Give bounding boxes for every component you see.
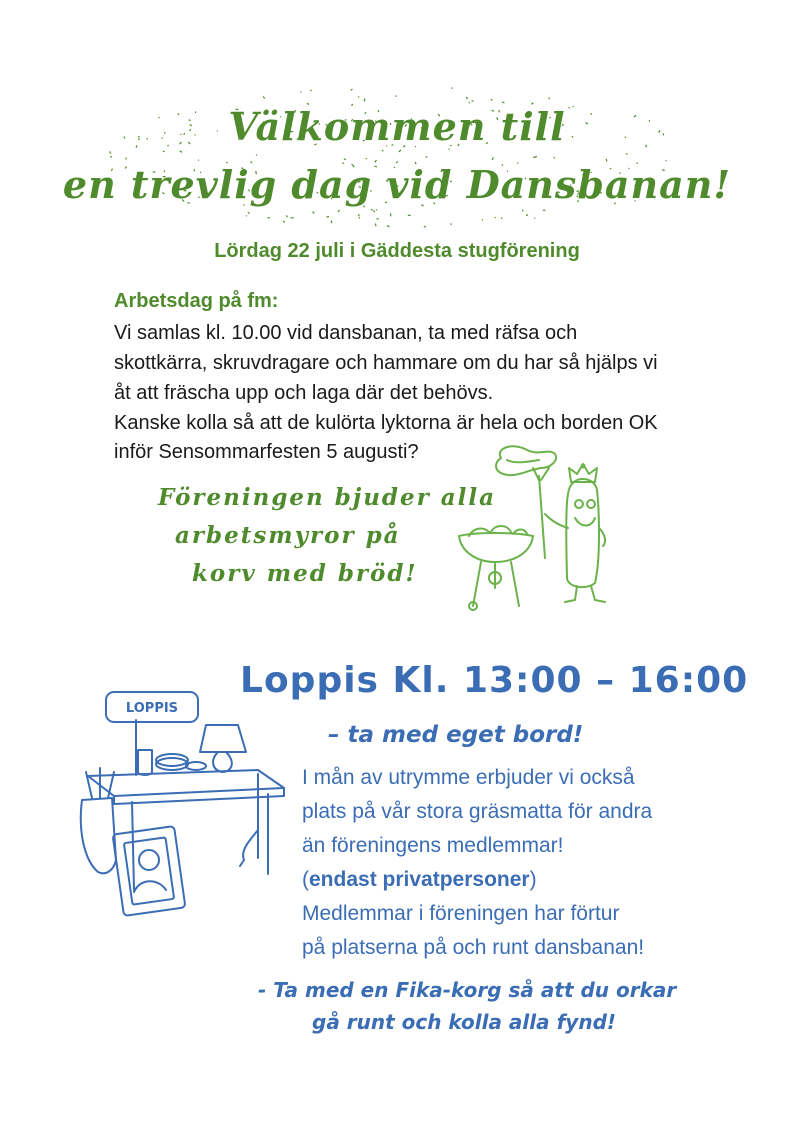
workday-line: skottkärra, skruvdragare och hammare om du har så hjälps vi — [114, 352, 658, 374]
speckle — [424, 226, 427, 228]
private-persons-note — [302, 868, 537, 892]
speckle — [358, 214, 359, 216]
workday-line: Kanske kolla så att de kulörta lyktorna är hela och borden OK — [114, 412, 658, 434]
workday-heading: Arbetsdag på fm: — [114, 290, 279, 312]
speckle — [344, 158, 347, 160]
offer-line: arbetsmyror på — [175, 522, 401, 549]
speckle — [179, 150, 182, 153]
speckle — [494, 217, 496, 219]
flea-market-line: på platserna på och runt dansbanan! — [302, 936, 645, 959]
speckle — [125, 157, 126, 159]
speckle — [283, 221, 286, 223]
speckle — [256, 154, 257, 155]
paren-open: ( — [302, 868, 309, 891]
speckle — [522, 210, 524, 212]
flea-market-line: plats på vår stora gräsmatta för andra — [302, 800, 653, 823]
speckle — [263, 96, 266, 99]
speckle — [364, 98, 366, 101]
sausage-mascot-icon — [455, 438, 625, 618]
speckle — [548, 97, 550, 99]
speckle — [312, 211, 315, 214]
closing-line: gå runt och kolla alla fynd! — [312, 1010, 617, 1034]
speckle — [626, 153, 628, 155]
speckle — [373, 210, 374, 212]
speckle — [366, 158, 368, 160]
speckle — [267, 217, 269, 218]
speckle — [246, 215, 248, 217]
closing-line: - Ta med en Fika-korg så att du orkar — [258, 978, 677, 1002]
speckle — [543, 210, 545, 211]
speckle — [553, 157, 554, 159]
flea-market-line: I mån av utrymme erbjuder vi också — [302, 766, 635, 789]
speckle — [451, 87, 453, 88]
paren-close: ) — [529, 868, 537, 891]
speckle — [491, 157, 494, 160]
speckle — [387, 225, 390, 227]
speckle — [310, 90, 312, 92]
loppis-sign-text: LOPPIS — [125, 701, 179, 716]
title-line-1: Välkommen till — [228, 104, 566, 149]
event-date: Lördag 22 juli i Gäddesta stugförening — [214, 240, 580, 262]
workday-line: inför Sensommarfesten 5 augusti? — [114, 441, 419, 463]
offer-line: Föreningen bjuder alla — [158, 484, 497, 511]
flea-market-title: Loppis Kl. 13:00 – 16:00 — [240, 660, 749, 701]
speckle — [358, 217, 360, 219]
speckle — [109, 151, 111, 154]
speckle — [286, 215, 288, 217]
title-line-2: en trevlig dag vid Dansbanan! — [62, 162, 732, 207]
speckle — [376, 209, 377, 210]
workday-line: åt att fräscha upp och laga där det behövs. — [114, 382, 494, 404]
speckle — [376, 218, 379, 220]
speckle — [399, 149, 402, 152]
speckle — [371, 209, 373, 211]
speckle — [482, 219, 484, 221]
speckle — [382, 150, 384, 152]
speckle — [534, 217, 536, 219]
speckle — [350, 89, 352, 91]
speckle — [395, 95, 396, 97]
speckle — [338, 210, 340, 213]
flea-market-line: Medlemmar i föreningen har förtur — [302, 902, 620, 925]
speckle — [291, 217, 294, 218]
speckle — [375, 223, 377, 226]
speckle — [331, 220, 333, 223]
speckle — [163, 151, 165, 153]
speckle — [198, 159, 200, 160]
speckle — [471, 100, 473, 102]
private-persons-text: endast privatpersoner — [309, 868, 530, 891]
speckle — [526, 214, 528, 216]
speckle — [300, 91, 302, 93]
flea-market-subtitle: – ta med eget bord! — [328, 722, 584, 748]
offer-line: korv med bröd! — [192, 560, 418, 587]
speckle — [534, 156, 537, 158]
speckle — [490, 99, 492, 101]
speckle — [408, 215, 411, 216]
workday-line: Vi samlas kl. 10.00 vid dansbanan, ta med räfsa och — [114, 322, 578, 344]
speckle — [110, 156, 112, 157]
speckle — [501, 217, 503, 219]
speckle — [326, 216, 329, 218]
speckle — [426, 156, 428, 157]
speckle — [390, 213, 392, 216]
speckle — [450, 223, 452, 225]
flea-market-line: än föreningens medlemmar! — [302, 834, 564, 857]
speckle — [358, 96, 359, 97]
speckle — [248, 212, 250, 214]
speckle — [466, 97, 468, 100]
flea-market-table-icon — [72, 680, 292, 930]
